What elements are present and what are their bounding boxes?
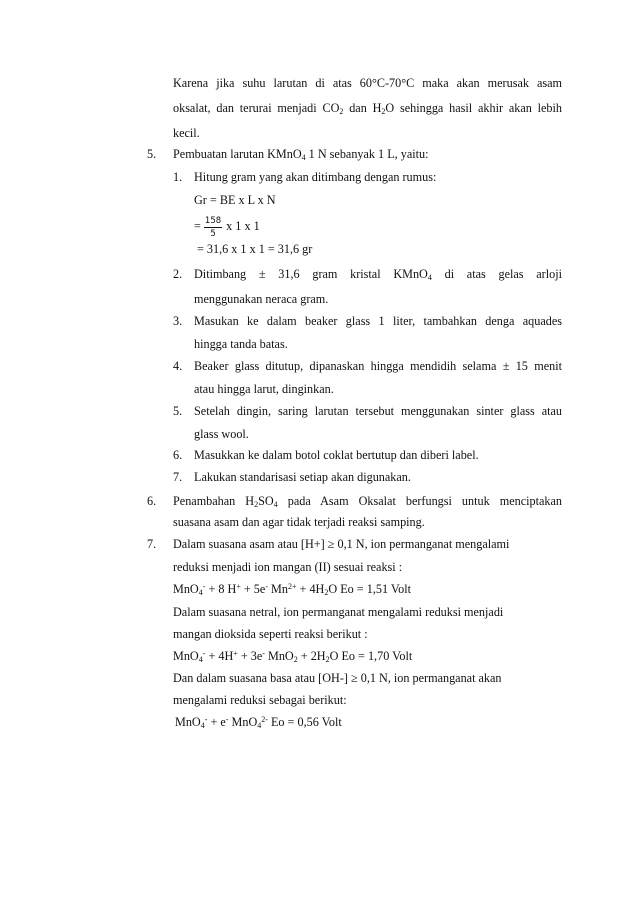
step-2-number: 2.	[173, 267, 183, 281]
reaction-base: MnO$_4$- + e- MnO$_4^{2-}$ Eo = 0,56 Volt	[175, 715, 342, 730]
reaction-neutral: MnO$_4$- + 4H+ + 3e- $MnO_2 + 2H_2O$ Eo = 1,70 Volt	[173, 649, 413, 664]
step-1-text: Hitung gram yang akan ditimbang dengan rumus:	[194, 170, 437, 184]
step-1-number: 1.	[173, 170, 183, 184]
step-6-text: Masukkan ke dalam botol coklat bertutup dan diberi label.	[194, 448, 479, 462]
step-3-text-2: hingga tanda batas.	[194, 337, 288, 351]
item-6-text-2: suasana asam dan agar tidak terjadi reaksi samping.	[173, 515, 425, 529]
item-7-line-5: Dan dalam suasana basa atau [OH-] ≥ 0,1 N, ion permanganat akan	[173, 671, 502, 685]
item-7-line-6: mengalami reduksi sebagai berikut:	[173, 693, 347, 707]
item-6-number: 6.	[147, 494, 157, 508]
item-7-line-2: reduksi menjadi ion mangan (II) sesuai reaksi :	[173, 560, 403, 574]
step-3-text: Masukan ke dalam beaker glass 1 liter, tambahkan denga aquades	[194, 314, 562, 328]
step-2-text-2: menggunakan neraca gram.	[194, 292, 329, 306]
formula-line-1: Gr = BE x L x N	[194, 193, 276, 207]
item-6-text: Penambahan $H_2SO_4$ pada Asam Oksalat berfungsi untuk menciptakan	[173, 494, 562, 509]
step-5-text-2: glass wool.	[194, 427, 249, 441]
fraction: $\frac{158}{5}$	[204, 215, 222, 239]
intro-line-3: kecil.	[173, 126, 200, 140]
step-5-text: Setelah dingin, saring larutan tersebut menggunakan sinter glass atau	[194, 404, 562, 418]
item-7-line-4: mangan dioksida seperti reaksi berikut :	[173, 627, 368, 641]
formula-fraction-line: = $\frac{158}{5}$ x 1 x 1	[194, 215, 260, 239]
reaction-acid: MnO$_4$- + 8 H+ + 5e- $Mn^{2+} + 4H_2O$ Eo = 1,51 Volt	[173, 582, 411, 597]
intro-line-1: Karena jika suhu larutan di atas 60°C-70°C maka akan merusak asam	[173, 76, 562, 90]
step-7-number: 7.	[173, 470, 183, 484]
step-4-text-2: atau hingga larut, dinginkan.	[194, 382, 334, 396]
step-4-number: 4.	[173, 359, 183, 373]
item-5-title: Pembuatan larutan KMnO$_4$ 1 N sebanyak 1 L, yaitu:	[173, 147, 429, 162]
step-5-number: 5.	[173, 404, 183, 418]
step-7-text: Lakukan standarisasi setiap akan digunakan.	[194, 470, 411, 484]
item-7-line-1: Dalam suasana asam atau [H+] ≥ 0,1 N, ion permanganat mengalami	[173, 537, 510, 551]
intro-line-2: oksalat, dan terurai menjadi $CO_2$ dan $H_2O$ sehingga hasil akhir akan lebih	[173, 101, 562, 116]
step-6-number: 6.	[173, 448, 183, 462]
item-7-line-3: Dalam suasana netral, ion permanganat mengalami reduksi menjadi	[173, 605, 504, 619]
step-3-number: 3.	[173, 314, 183, 328]
item-5-number: 5.	[147, 147, 157, 161]
step-4-text: Beaker glass ditutup, dipanaskan hingga mendidih selama ± 15 menit	[194, 359, 562, 373]
step-2-text: Ditimbang ± 31,6 gram kristal KMnO$_4$ di atas gelas arloji	[194, 267, 562, 282]
formula-result: = 31,6 x 1 x 1 = 31,6 gr	[197, 242, 313, 256]
item-7-number: 7.	[147, 537, 157, 551]
